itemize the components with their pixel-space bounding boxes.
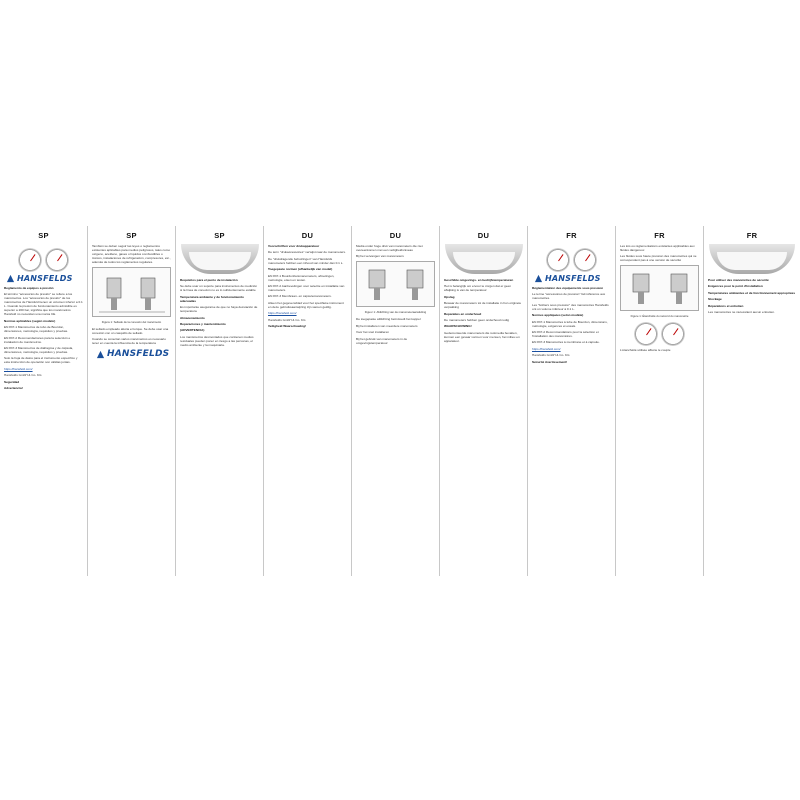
seal-diagram-icon [93,268,171,316]
paragraph: EN 837-3 Membraan- en capsulemanometers. [268,294,332,299]
paragraph: EN 837-3 Manómetros de diafragma y de cápsula, dimensiones, metrología, requisitos y pruebas. [4,345,74,354]
panel-title: FR [566,230,577,240]
paragraph: Los manómetros desmontados que contienen medios residuales pueden poner en riesgo a las personas, el medio ambiente y la maquinaria. [180,334,254,347]
gauge-photo [532,248,611,272]
paragraph: Voor het snel installeren [356,330,390,335]
heading: Réparations et entretien [708,303,744,308]
panel-text [180,278,259,347]
panel-text [356,244,435,258]
gauge-photo [4,248,83,272]
heading: Advertencia! [4,385,23,390]
heading: Températures ambiantes et de fonctionnement appropriées [708,290,796,295]
paragraph: Les lois ou réglementations existantes applicables aux fluides dangereux [620,244,695,252]
paragraph: Bij het installeren van meerdere manometers [356,323,418,328]
paragraph: EN 837-1 Bourdonbuismanometers, afmetingen, metrologie, eisen en testen. [268,273,335,282]
company-name: Hansfelds GmbH & Co. KG [532,353,570,358]
gauge-icon [661,322,685,346]
paragraph: Bij het vervangen van manometers [356,254,404,259]
paragraph: Les fluides sous haute pression des manomètres qui ne correspondent pas à une version de sécurité [620,254,697,263]
heading: Réglementation des équipements sous pression [532,286,604,290]
panel-du-2 [352,226,440,576]
panel-text [532,286,611,364]
paragraph: Gedemonteerde manometers die restmedia bevatten, kunnen een gevaar vormen voor mensen, het milieu en apparatuur. [444,330,520,343]
figure-caption: Figuur 1: Afdichting van de manometeraansluiting [364,310,427,315]
paragraph: El término "accesorios de presión" se refiere a los manómetros. Los "accesorios de presión" de los manómetros de Hansfeld tienen un volumen inferior a 0.1 L. Cuando la presión de funcionamiento admisible es superior a 200 bar, significa que los manómetros Hansfeld no necesitan una marca CE. [4,292,83,317]
paragraph: De toegepaste afdichting beïnvloedt het koppel [356,317,421,322]
heading: Reparaties en onderhoud [444,311,482,316]
paragraph: Bij het gebruik van manometers in de omgevingstemperatuur [356,336,408,345]
logo-mark-icon [6,274,15,283]
gauge-photo [181,244,259,274]
panel-title: SP [126,230,137,240]
company-name: Hansfelds GmbH & Co. KG [4,373,42,378]
paragraph: EN 837-2 Recomendaciones para la selección e instalación de manómetros. [4,335,71,344]
panel-fr-1 [528,226,616,576]
panel-title: DU [477,230,490,240]
paragraph: Media onder hoge druk van manometers die niet overeenkomen met een veiligheidsniveau [356,244,423,252]
panel-text [708,278,796,314]
heading: Voorschriften voor drukapparatuur [268,244,320,248]
gauge-photo [620,322,699,346]
paragraph: El sellado empleado afecta el torque. Se debe usar una conexión con un casquillo de sellado [92,327,169,335]
paragraph: De term "drukaccessoires" verwijst naar de manometers. [268,250,346,255]
logo-text: HANSFELDS [17,274,73,283]
paragraph: Es importante asegurarse de que no haya desviación de temperatura [180,305,258,314]
panel-text [4,286,83,390]
brand-logo [6,274,83,283]
paragraph: Le terme "accessoires de pression" fait référence aux manomètres. [532,292,606,301]
panel-text [444,278,523,343]
paragraph: Solo la hoja de datos para el instrumento específico y esta instrucción de operación son válidas juntas. [4,356,78,365]
gauge-photo [709,244,795,274]
panel-title: DU [389,230,402,240]
heading: Geschikte omgevings- en bedrijfstemperaturen [444,278,514,282]
paragraph: EN 837-1 Manomètres à tube de Bourdon, dimensions, métrologie, exigences et essais. [532,319,608,328]
panel-title: SP [214,230,225,240]
heading: Pour utiliser des manomètres de sécurité [708,278,769,282]
heading: Normes appliquées (selon modèle) [532,313,584,318]
figure-caption: Figure 1: Étanchéité du raccord du manomètre [630,314,689,319]
heading: Stockage [708,297,722,302]
heading: Normas aplicables (según modelo) [4,318,56,323]
gauge-icon [634,322,658,346]
paragraph: Het is belangrijk om ervoor te zorgen dat er geen afwijking is van de temperatuur [444,284,512,293]
gauge-photo [445,244,523,274]
paragraph: EN 837-2 Recommandations pour la sélection et l'installation des manomètres. [532,329,599,338]
heading: Seguridad [4,379,20,384]
heading: Toegepaste normen (afhankelijk van model) [268,267,333,272]
heading: Sécurité Avertissement! [532,359,568,364]
seal-diagram [620,265,699,311]
heading: Opslag [444,294,455,299]
panel-fr-2 [616,226,704,576]
website-link[interactable]: https://hansfeld.com/ [532,346,561,351]
heading: Requisitos para el punto de instalación [180,278,238,282]
panel-title: FR [746,230,758,240]
website-link[interactable]: https://hansfeld.com/ [268,311,297,316]
panel-sp-3 [176,226,264,576]
figure-caption: Figura 1: Sellado de la conexión del manómetro [101,320,162,324]
paragraph: Les "boîtiers sous pression" des manomètres Hansfelds ont un volume inférieur à 0.1 L. [532,302,609,311]
paragraph: También se deben seguir las leyes o reglamentos existentes aplicables para medios peligrosos, tales como oxígeno, acetileno, gases o líquidos combustibles o tóxicos, instalaciones de refrigeración, compresores, etc., además de todos los reglamentos regulares. [92,244,171,264]
logo-mark-icon [534,274,543,283]
panel-text [620,244,699,262]
seal-diagram-icon [357,262,435,306]
panel-text [356,317,435,344]
gauge-icon [573,248,597,272]
panel-text [620,348,699,352]
heading: Reglamento de equipos a presión [4,286,54,290]
company-name: Hansfelds GmbH & Co. KG [268,317,306,322]
seal-diagram [356,261,435,307]
gauge-icon [18,248,42,272]
paragraph: Se debe usar un soporte para instrumentos de medición si la línea de conexión no es lo suficientemente estable [180,284,258,293]
panel-title: DU [301,230,314,240]
panel-sp-1 [0,226,88,576]
panel-fr-3 [704,226,800,576]
panel-title: SP [38,230,49,240]
heading: Reparaciones y mantenimiento [180,321,226,326]
panel-text [92,327,171,345]
paragraph: De "drukdragende behuizingen" van Hansfelds manometers hebben een inhoud van minder dan 0.1 L. [268,256,344,265]
paragraph: L'étanchéité utilisée affecte le couple [620,348,671,353]
paragraph: Cuando se conectan varios manómetros es necesario tener en cuenta la influencia de la temperatura [92,337,166,346]
heading: Almacenamiento [180,315,205,320]
logo-mark-icon [96,350,105,359]
heading: Exigences pour le point d'installation [708,284,763,289]
gauge-icon [546,248,570,272]
seal-diagram-icon [621,266,699,310]
heading: WAARSCHUWING! [444,324,472,329]
paragraph: EN 837-3 Manomètres à membrane et à capsule. [532,340,600,345]
paragraph: Bewaar de manometers tot de installatie in hun originele verpakking [444,301,522,310]
panel-text [92,244,171,264]
brand-logo [96,349,171,359]
paragraph: Les manomètres ne nécessitent aucun entretien. [708,309,775,314]
paragraph: EN 837-1 Manómetros de tubo de Bourdon, dimensiones, metrología, requisitos y pruebas. [4,325,68,334]
seal-diagram [92,267,171,317]
heading: (ADVERTENCIA) [180,328,205,333]
panel-text [268,244,347,328]
panel-sp-2 [88,226,176,576]
paragraph: De manometers hebben geen onderhoud nodig [444,317,510,322]
website-link[interactable]: https://hansfeld.com/ [4,366,33,371]
heading: Temperatura ambiente y de funcionamiento adecuadas [180,294,244,303]
heading: Veiligheid Waarschuwing! [268,323,307,328]
logo-text: HANSFELDS [545,274,601,283]
logo-text: HANSFELDS [107,349,170,360]
paragraph: Alleen het gegevensblad voor het specifieke instrument en deze gebruiksaanwijzing zijn samen geldig. [268,300,344,309]
paragraph: EN 837-2 Aanbevelingen voor selectie en installatie van manometers. [268,283,345,292]
panel-du-1 [264,226,352,576]
panel-du-3 [440,226,528,576]
panel-title: FR [654,230,665,240]
brand-logo [534,274,611,283]
gauge-icon [45,248,69,272]
